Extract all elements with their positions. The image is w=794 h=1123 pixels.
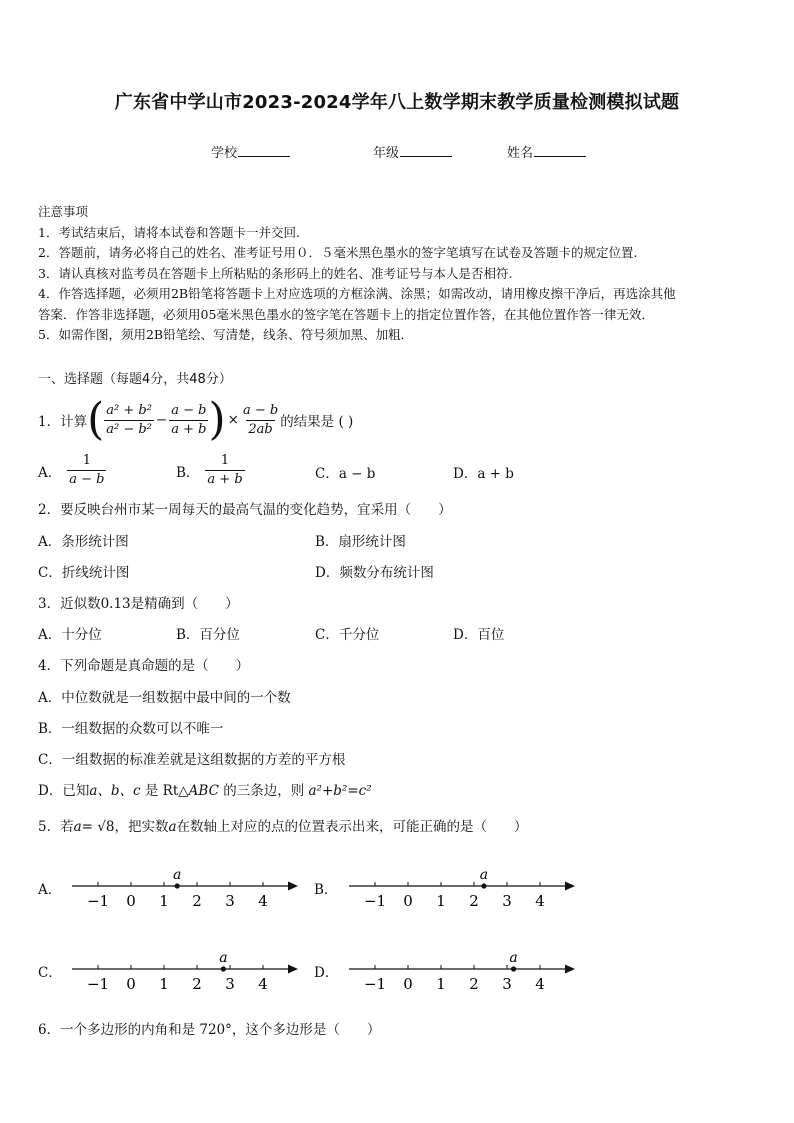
q4-option-d[interactable] bbox=[38, 779, 372, 799]
tick-label: 1 bbox=[159, 975, 169, 993]
option-d-triangle: ABC bbox=[188, 783, 219, 799]
q3-option-c[interactable]: C．千分位 bbox=[315, 627, 380, 643]
q4-option-a[interactable]: A．中位数就是一组数据中最中间的一个数 bbox=[38, 690, 291, 706]
denominator: 2ab bbox=[248, 421, 273, 437]
point-label: a bbox=[479, 867, 489, 883]
grade-label: 年级 bbox=[373, 146, 400, 161]
tick-label: 4 bbox=[535, 892, 545, 910]
right-paren: ) bbox=[208, 394, 226, 445]
q5-option-d-label[interactable]: D． bbox=[314, 965, 339, 981]
exam-title: 广东省中学山市2023-2024学年八上数学期末教学质量检测模拟试题 bbox=[114, 92, 680, 113]
option-d-post: 的三条边，则 bbox=[218, 783, 309, 799]
q5-var-2: a bbox=[168, 819, 177, 835]
point-label: a bbox=[219, 950, 228, 966]
q1-option-b[interactable] bbox=[176, 452, 245, 489]
q3-option-a[interactable]: A．十分位 bbox=[38, 627, 102, 643]
axis-arrow bbox=[565, 965, 575, 974]
tick-label: −1 bbox=[86, 892, 110, 910]
axis-arrow bbox=[565, 882, 575, 891]
q1-option-c[interactable]: C．a − b bbox=[315, 466, 376, 482]
tick-label: 1 bbox=[436, 975, 446, 993]
tick-label: 0 bbox=[403, 892, 413, 910]
question-4: 4．下列命题是真命题的是（ ） bbox=[38, 658, 250, 674]
numerator: a − b bbox=[242, 402, 279, 418]
q5-option-c-label[interactable]: C． bbox=[38, 965, 62, 981]
notes-block bbox=[38, 202, 676, 346]
option-fraction bbox=[67, 452, 106, 489]
denominator: a − b bbox=[69, 472, 105, 487]
q3-option-d[interactable]: D．百位 bbox=[453, 627, 505, 643]
school-label: 学校 bbox=[211, 146, 238, 161]
q2-option-a[interactable]: A．条形统计图 bbox=[38, 534, 129, 550]
tick-label: 2 bbox=[469, 975, 479, 993]
tick-label: 1 bbox=[159, 892, 169, 910]
tick-label: 4 bbox=[535, 975, 545, 993]
tick-label: 4 bbox=[258, 892, 268, 910]
q5-var: a bbox=[73, 819, 82, 835]
option-d-vars: a、b、c bbox=[89, 783, 141, 799]
q1-suffix: 的结果是 ( ) bbox=[280, 414, 354, 430]
tick-label: −1 bbox=[363, 892, 387, 910]
option-label: A． bbox=[38, 464, 62, 481]
q4-option-b[interactable]: B．一组数据的众数可以不唯一 bbox=[38, 721, 224, 737]
note-item: 1．考试结束后，请将本试卷和答题卡一并交回. bbox=[38, 224, 300, 240]
grade-blank[interactable] bbox=[400, 144, 452, 157]
notes-heading: 注意事项 bbox=[38, 204, 89, 219]
tick-label: 2 bbox=[192, 892, 202, 910]
q2-option-d[interactable]: D．频数分布统计图 bbox=[315, 565, 434, 581]
numerator: 1 bbox=[82, 453, 91, 468]
grade-field bbox=[373, 142, 452, 161]
question-1 bbox=[38, 394, 353, 446]
tick-label: 0 bbox=[126, 975, 136, 993]
q1-option-a[interactable] bbox=[38, 452, 106, 489]
tick-label: 3 bbox=[225, 892, 235, 910]
option-d-mid: 是 Rt△ bbox=[140, 783, 189, 799]
q2-option-c[interactable]: C．折线统计图 bbox=[38, 565, 130, 581]
option-d-pre: D．已知 bbox=[38, 783, 90, 799]
point-a bbox=[511, 966, 516, 971]
q1-prefix: 1．计算 bbox=[38, 414, 88, 430]
option-d-equation: a²+b²=c² bbox=[308, 783, 372, 799]
point-a bbox=[481, 883, 486, 888]
tick-label: −1 bbox=[363, 975, 387, 993]
note-item: 4．作答选择题，必须用2B铅笔将答题卡上对应选项的方框涂满、涂黑；如需改动，请用橡皮擦干净后，再选涂其他 bbox=[38, 286, 676, 301]
tick-label: 4 bbox=[258, 975, 268, 993]
q5-option-a-label[interactable]: A． bbox=[38, 882, 62, 898]
numerator: a² + b² bbox=[106, 402, 152, 418]
option-fraction bbox=[205, 452, 244, 489]
axis-arrow bbox=[288, 965, 298, 974]
q1-fraction-3 bbox=[241, 402, 280, 439]
tick-label: 0 bbox=[403, 975, 413, 993]
left-paren: ( bbox=[87, 394, 105, 445]
q5-eq: = √8 bbox=[81, 819, 115, 835]
tick-label: −1 bbox=[86, 975, 110, 993]
number-line-a[interactable] bbox=[60, 860, 310, 910]
point-label: a bbox=[509, 950, 518, 966]
name-blank[interactable] bbox=[534, 144, 586, 157]
denominator: a + b bbox=[207, 472, 243, 487]
q3-option-b[interactable]: B．百分位 bbox=[176, 627, 240, 643]
q5-post: 在数轴上对应的点的位置表示出来，可能正确的是（ ） bbox=[176, 819, 528, 835]
point-label: a bbox=[173, 867, 182, 883]
point-a bbox=[175, 883, 180, 888]
question-6: 6．一个多边形的内角和是 720°，这个多边形是（ ） bbox=[38, 1022, 381, 1038]
q1-fraction-2 bbox=[169, 402, 208, 439]
number-line-c[interactable] bbox=[60, 943, 310, 993]
school-field bbox=[211, 142, 290, 161]
school-blank[interactable] bbox=[238, 144, 290, 157]
option-label: B． bbox=[176, 464, 200, 481]
name-field bbox=[507, 142, 586, 161]
numerator: 1 bbox=[220, 453, 230, 468]
tick-label: 2 bbox=[192, 975, 202, 993]
tick-label: 1 bbox=[436, 892, 446, 910]
q5-mid: ，把实数 bbox=[114, 819, 169, 835]
question-2: 2．要反映台州市某一周每天的最高气温的变化趋势，宜采用（ ） bbox=[38, 502, 452, 518]
q1-fraction-1 bbox=[104, 402, 154, 439]
note-item: 2．答题前，请务必将自己的姓名、准考证号用０．５毫米黑色墨水的签字笔填写在试卷及答题卡的规定位置. bbox=[38, 245, 638, 260]
q4-option-c[interactable]: C．一组数据的标准差就是这组数据的方差的平方根 bbox=[38, 752, 346, 768]
number-line-b[interactable] bbox=[337, 860, 587, 910]
note-item: 答案．作答非选择题，必须用05毫米黑色墨水的签字笔在答题卡上的指定位置作答，在其他位置作答一律无效． bbox=[38, 306, 654, 322]
note-item: 5．如需作图，须用2B铅笔绘、写清楚，线条、符号须加黑、加粗． bbox=[38, 327, 414, 342]
minus-sign: − bbox=[155, 412, 168, 428]
q5-option-b-label[interactable]: B． bbox=[314, 882, 338, 898]
tick-label: 3 bbox=[225, 975, 235, 993]
number-line-d[interactable] bbox=[337, 943, 587, 993]
q5-pre: 5．若 bbox=[38, 819, 74, 835]
tick-label: 2 bbox=[469, 892, 479, 910]
axis-arrow bbox=[288, 882, 298, 891]
tick-label: 3 bbox=[502, 892, 512, 910]
note-item: 3．请认真核对监考员在答题卡上所粘贴的条形码上的姓名、准考证号与本人是否相符. bbox=[38, 265, 513, 281]
question-5 bbox=[38, 815, 528, 835]
name-label: 姓名 bbox=[507, 146, 534, 161]
tick-label: 3 bbox=[502, 975, 512, 993]
denominator: a + b bbox=[171, 421, 207, 437]
times-sign: × bbox=[227, 412, 239, 428]
point-a bbox=[221, 966, 226, 971]
tick-label: 0 bbox=[126, 892, 136, 910]
q2-option-b[interactable]: B．扇形统计图 bbox=[315, 534, 406, 550]
numerator: a − b bbox=[171, 402, 207, 418]
q1-option-d[interactable]: D．a + b bbox=[453, 466, 514, 482]
denominator: a² − b² bbox=[106, 421, 152, 437]
question-3: 3．近似数0.13是精确到（ ） bbox=[38, 596, 239, 612]
section-heading: 一、选择题（每题4分，共48分） bbox=[38, 372, 232, 387]
